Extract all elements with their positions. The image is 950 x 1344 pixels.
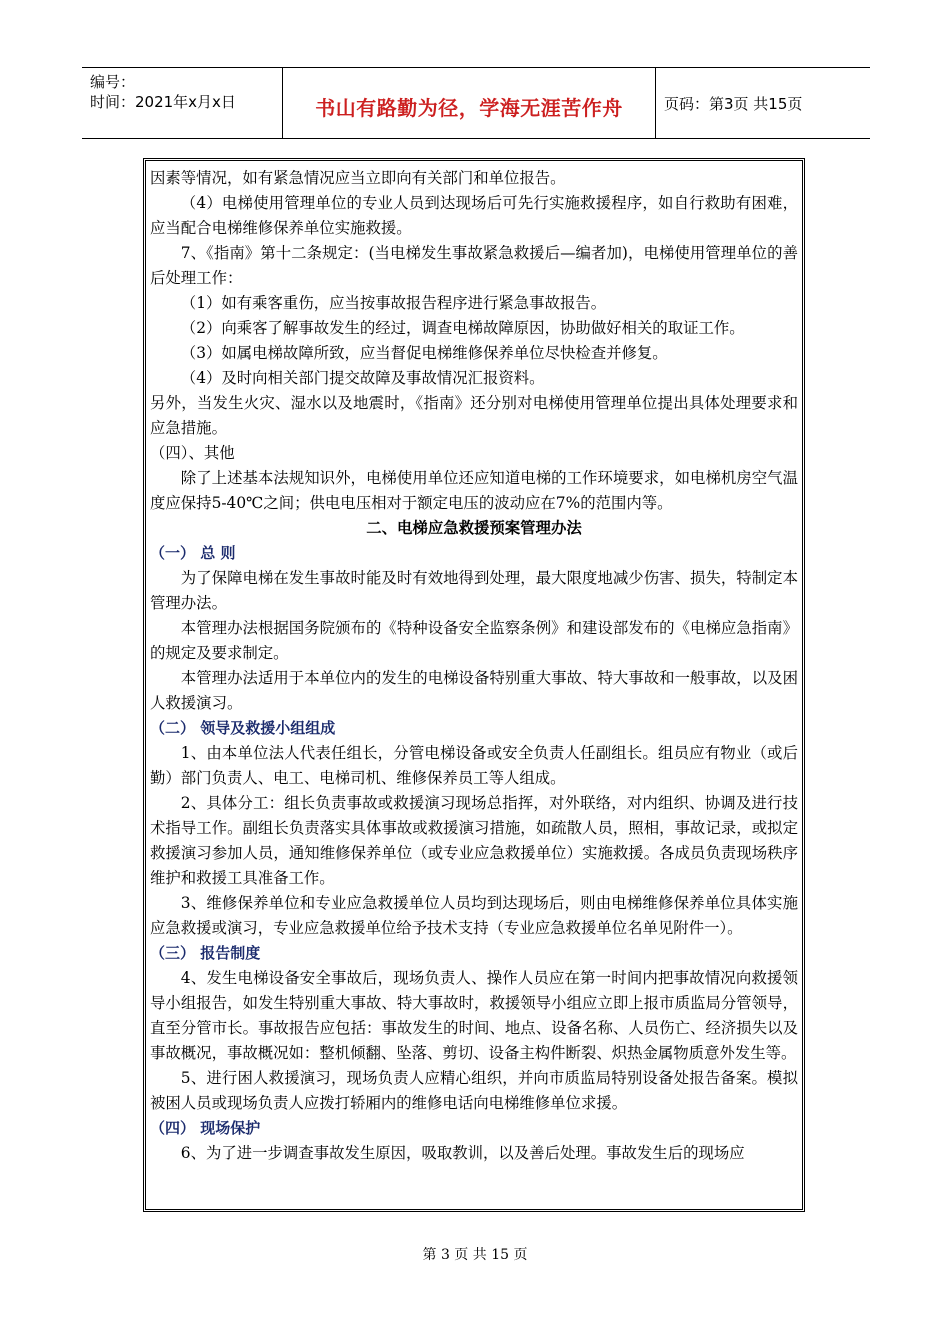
paragraph: （四）、其他 (150, 444, 235, 462)
paragraph: （3）如属电梯故障所致，应当督促电梯维修保养单位尽快检查并修复。 (180, 344, 668, 362)
header-page-cell (656, 68, 870, 138)
section-heading: （一） 总 则 (150, 544, 236, 562)
paragraph: （4）电梯使用管理单位的专业人员到达现场后可先行实施救援程序，如自行救助有困难，应当配合电梯维修保养单位实施救援。 (150, 194, 798, 237)
paragraph: 7、《指南》第十二条规定：(当电梯发生事故紧急救援后—编者加)，电梯使用管理单位的善后处理工作： (150, 244, 798, 287)
paragraph: 本管理办法适用于本单位内的发生的电梯设备特别重大事故、特大事故和一般事故，以及困人救援演习。 (150, 669, 798, 712)
page-footer: 第 3 页 共 15 页 (422, 1247, 528, 1263)
paragraph: 为了保障电梯在发生事故时能及时有效地得到处理，最大限度地减少伤害、损失，特制定本管理办法。 (150, 569, 798, 612)
chapter-title: 二、电梯应急救援预案管理办法 (366, 519, 582, 537)
paragraph: 5、进行困人救援演习，现场负责人应精心组织，并向市质监局特别设备处报告备案。模拟被困人员或现场负责人应拨打轿厢内的维修电话向电梯维修单位求援。 (150, 1069, 798, 1112)
content-frame (143, 158, 805, 1212)
paragraph: （4）及时向相关部门提交故障及事故情况汇报资料。 (180, 369, 545, 387)
section-heading: （四） 现场保护 (150, 1119, 261, 1137)
page-code-label: 页码：第3页 共15页 (664, 95, 803, 113)
paragraph: 另外，当发生火灾、湿水以及地震时，《指南》还分别对电梯使用管理单位提出具体处理要求和应急措施。 (150, 394, 798, 437)
paragraph: 1、由本单位法人代表任组长，分管电梯设备或安全负责人任副组长。组员应有物业（或后勤）部门负责人、电工、电梯司机、维修保养员工等人组成。 (150, 744, 798, 787)
paragraph: （2）向乘客了解事故发生的经过，调查电梯故障原因，协助做好相关的取证工作。 (180, 319, 745, 337)
document-date-label: 时间：2021年x月x日 (90, 93, 236, 111)
header-motto-cell (283, 68, 656, 138)
document-number-label: 编号： (90, 73, 136, 91)
paragraph: （1）如有乘客重伤，应当按事故报告程序进行紧急事故报告。 (180, 294, 607, 312)
header-info-cell (82, 68, 283, 138)
paragraph: 4、发生电梯设备安全事故后，现场负责人、操作人员应在第一时间内把事故情况向救援领导小组报告，如发生特别重大事故、特大事故时，救援领导小组应立即上报市质监局分管领导，直至分管市长。事故报告应包括：事故发生的时间、地点、设备名称、人员伤亡、经济损失以及事故概况，事故概况如：整机倾翻、坠落、剪切、设备主构件断裂、炽热金属物质意外发生等。 (150, 969, 798, 1062)
paragraph: 3、维修保养单位和专业应急救援单位人员均到达现场后，则由电梯维修保养单位具体实施应急救援或演习，专业应急救援单位给予技术支持（专业应急救援单位名单见附件一）。 (150, 894, 798, 937)
paragraph: 2、具体分工：组长负责事故或救援演习现场总指挥，对外联络，对内组织、协调及进行技术指导工作。副组长负责落实具体事故或救援演习措施，如疏散人员，照相，事故记录，或拟定救援演习参加人员，通知维修保养单位（或专业应急救援单位）实施救援。各成员负责现场秩序维护和救援工具准备工作。 (150, 794, 798, 887)
paragraph: 因素等情况，如有紧急情况应当立即向有关部门和单位报告。 (150, 169, 566, 187)
motto-text: 书山有路勤为径，学海无涯苦作舟 (315, 96, 623, 120)
section-heading: （二） 领导及救援小组组成 (150, 719, 336, 737)
paragraph: 6、为了进一步调查事故发生原因，吸取教训，以及善后处理。事故发生后的现场应 (180, 1144, 745, 1162)
section-heading: （三） 报告制度 (150, 944, 261, 962)
paragraph: 本管理办法根据国务院颁布的《特种设备安全监察条例》和建设部发布的《电梯应急指南》的规定及要求制定。 (150, 619, 798, 662)
document-body (150, 166, 798, 1166)
paragraph: 除了上述基本法规知识外，电梯使用单位还应知道电梯的工作环境要求，如电梯机房空气温度应保持5-40℃之间；供电电压相对于额定电压的波动应在7%的范围内等。 (150, 469, 798, 512)
page-header (82, 67, 870, 139)
